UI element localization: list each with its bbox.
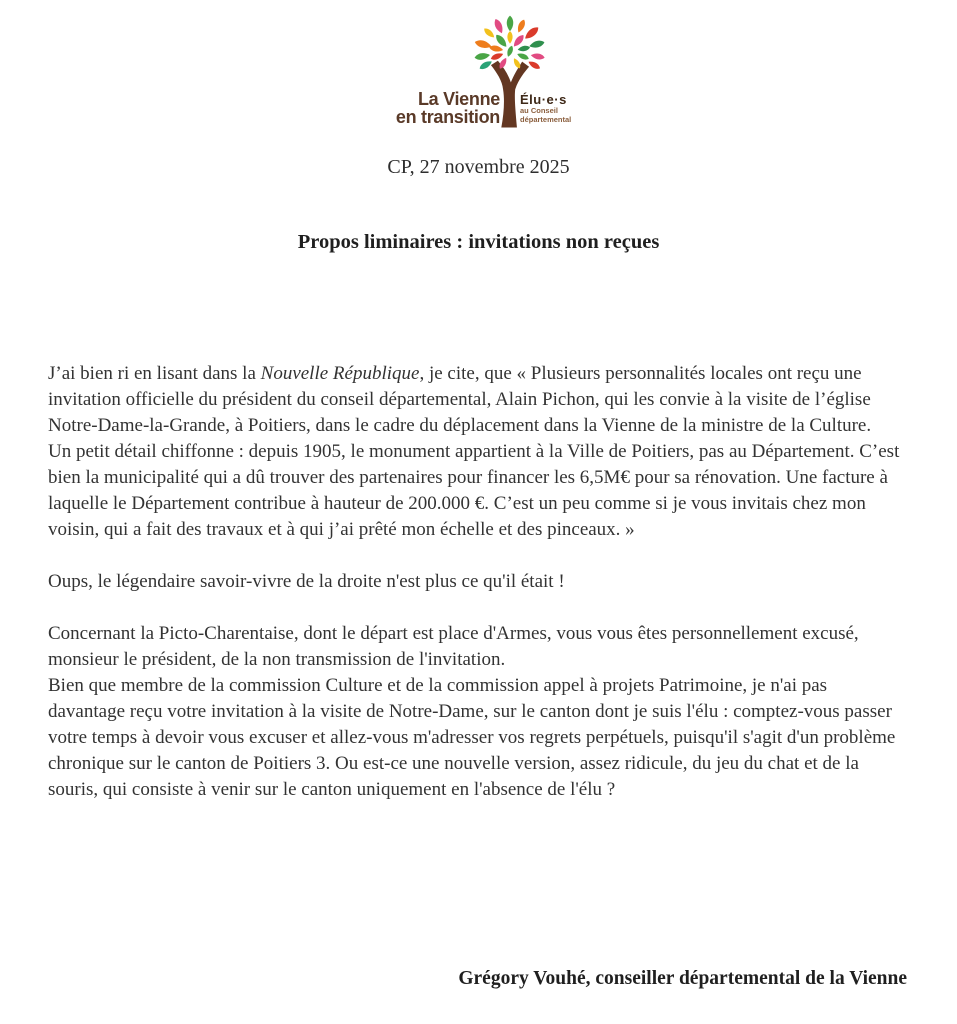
dateline: CP, 27 novembre 2025	[387, 156, 570, 178]
leaf-cluster	[474, 16, 545, 71]
italic-text-run: Nouvelle République	[260, 363, 420, 384]
text-run: Oups, le légendaire savoir-vivre de la droite n'est plus ce qu'il était !	[48, 571, 565, 592]
page-title: Propos liminaires : invitations non reçues	[297, 231, 660, 253]
body-paragraphs	[48, 361, 908, 829]
text-run: Concernant la Picto-Charentaise, dont le départ est place d'Armes, vous vous êtes personnellement excusé, monsieur le président, de la non transmission de l'invitation.	[48, 623, 859, 670]
elus-line3: départemental	[520, 114, 572, 124]
elus-line1: Élu·e·s	[520, 92, 567, 107]
paragraph	[48, 621, 908, 803]
text-run: Bien que membre de la commission Culture et de la commission appel à projets Patrimoine, je n'ai pas davantage reçu votre invitation à la visite de Notre-Dame, sur le canton dont je suis l'élu : comptez-vous passer votre temps à devoir vous excuser et allez-vous m'adresser vos regrets perpétuels, puisqu'il s'agit d'un problème chronique sur le canton de Poitiers 3. Ou est-ce une nouvelle version, assez ridicule, du jeu du chat et de la souris, qui consiste à venir sur le canton uniquement en l'absence de l'élu ?	[48, 675, 896, 800]
paragraph	[48, 361, 908, 543]
signature: Grégory Vouhé, conseiller départemental de la Vienne	[458, 968, 907, 989]
text-run: , je cite, que « Plusieurs personnalités locales ont reçu une invitation officielle du président du conseil départemental, Alain Pichon, qui les convie à la visite de l’église Notre-Dame-la-Grande, à Poitiers, dans le cadre du déplacement dans la Vienne de la ministre de la Culture.	[48, 363, 872, 436]
brand-line2: en transition	[395, 107, 500, 127]
brand-line1: La Vienne	[417, 89, 500, 109]
paragraph	[48, 569, 908, 595]
text-run: J’ai bien ri en lisant dans la	[48, 363, 261, 384]
elus-line2: au Conseil	[520, 106, 558, 115]
org-logo	[360, 12, 610, 132]
text-run: Un petit détail chiffonne : depuis 1905, le monument appartient à la Ville de Poitiers, pas au Département. C’est bien la municipalité qui a dû trouver des partenaires pour financer les 6,5M€ pour sa rénovation. Une facture à laquelle le Département contribue à hauteur de 200.000 €. C’est un peu comme si je vous invitais chez mon voisin, qui a fait des travaux et à qui j’ai prêté mon échelle et des pinceaux. »	[48, 441, 900, 540]
elus-tagline	[520, 93, 610, 124]
